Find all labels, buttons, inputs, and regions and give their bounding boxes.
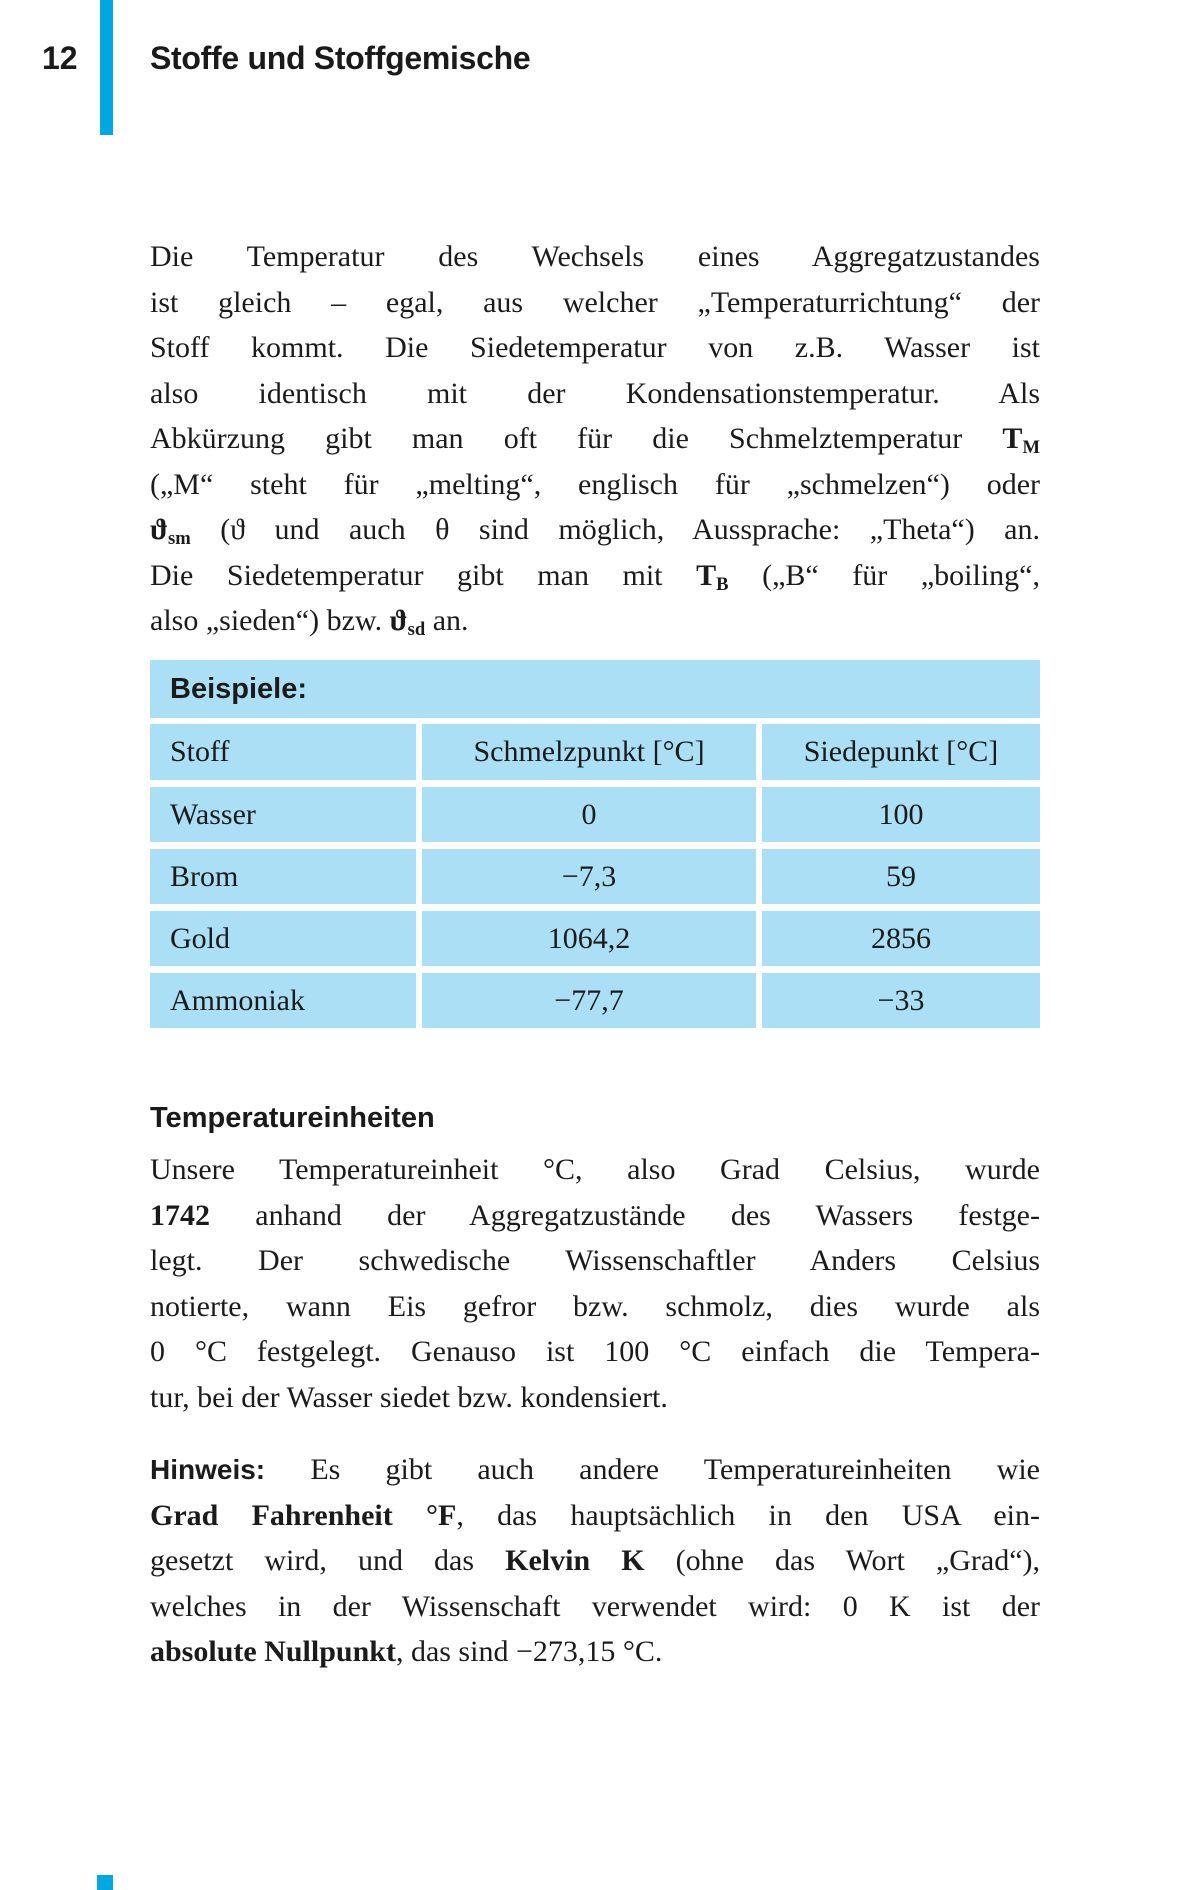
table-title: Beispiele: — [150, 660, 1040, 718]
text-line: welches in der Wissenschaft verwendet wird: 0 K ist der — [150, 1589, 1040, 1623]
table-cell: −33 — [762, 973, 1040, 1028]
table-cell: 0 — [422, 787, 756, 842]
text-line: („M“ steht für „melting“, englisch für „schmelzen“) oder — [150, 467, 1040, 501]
table-row — [150, 787, 1040, 842]
table-header-cell: Stoff — [150, 724, 416, 780]
table-cell: −7,3 — [422, 849, 756, 904]
text-line: absolute Nullpunkt, das sind −273,15 °C. — [150, 1635, 663, 1668]
table-row — [150, 849, 1040, 904]
text-line: Unsere Temperatureinheit °C, also Grad Celsius, wurde — [150, 1153, 1040, 1186]
text-line: legt. Der schwedische Wissenschaftler Anders Celsius — [150, 1244, 1040, 1277]
table-cell: 2856 — [762, 911, 1040, 966]
text-line: $ϑ_{sm}$ (ϑ und auch θ sind möglich, Aussprache: „Theta“) an. — [150, 513, 1040, 550]
table-cell: 100 — [762, 787, 1040, 842]
page-number: 12 — [42, 40, 78, 76]
text-line: Hinweis: Es gibt auch andere Temperatureinheiten wie — [150, 1453, 1040, 1486]
chapter-color-bar — [100, 0, 113, 135]
section-heading-temperatureinheiten: Temperatureinheiten — [150, 1102, 435, 1134]
table-cell: Gold — [150, 911, 416, 966]
text-line: also „sieden“) bzw. $ϑ_{sd}$ an. — [150, 604, 469, 641]
page-edge-tab — [97, 1875, 113, 1890]
text-line: also identisch mit der Kondensationstemperatur. Als — [150, 376, 1040, 410]
examples-table — [150, 660, 1040, 1028]
table-cell: −77,7 — [422, 973, 756, 1028]
table-header-row — [150, 724, 1040, 780]
text-line: Stoff kommt. Die Siedetemperatur von z.B. Wasser ist — [150, 331, 1040, 364]
text-line: Die Siedetemperatur gibt man mit $T_B$ („B“ für „boiling“, — [150, 558, 1040, 595]
text-line: Grad Fahrenheit °F, das hauptsächlich in den USA ein- — [150, 1498, 1040, 1532]
text-line: ist gleich – egal, aus welcher „Temperaturrichtung“ der — [150, 285, 1040, 319]
table-cell: Brom — [150, 849, 416, 904]
units-paragraph — [150, 1147, 1040, 1420]
table-header-cell: Schmelzpunkt [°C] — [422, 724, 756, 780]
text-line: Die Temperatur des Wechsels eines Aggregatzustandes — [150, 240, 1040, 273]
chapter-title: Stoffe und Stoffgemische — [150, 40, 531, 76]
text-line: tur, bei der Wasser siedet bzw. kondensiert. — [150, 1380, 668, 1414]
intro-paragraph — [150, 234, 1040, 644]
table-row — [150, 973, 1040, 1028]
text-line: 0 °C festgelegt. Genauso ist 100 °C einfach die Tempera- — [150, 1335, 1040, 1368]
table-cell: Ammoniak — [150, 973, 416, 1028]
table-cell: 59 — [762, 849, 1040, 904]
table-row — [150, 911, 1040, 966]
table-header-cell: Siedepunkt [°C] — [762, 724, 1040, 780]
text-line: notierte, wann Eis gefror bzw. schmolz, dies wurde als — [150, 1289, 1040, 1323]
table-grid — [150, 724, 1040, 1028]
table-cell: 1064,2 — [422, 911, 756, 966]
text-line: 1742 anhand der Aggregatzustände des Wassers festge- — [150, 1198, 1040, 1232]
table-cell: Wasser — [150, 787, 416, 842]
note-paragraph — [150, 1447, 1040, 1675]
text-line: gesetzt wird, und das Kelvin K (ohne das Wort „Grad“), — [150, 1544, 1040, 1577]
text-line: Abkürzung gibt man oft für die Schmelztemperatur $T_M$ — [150, 422, 1040, 459]
